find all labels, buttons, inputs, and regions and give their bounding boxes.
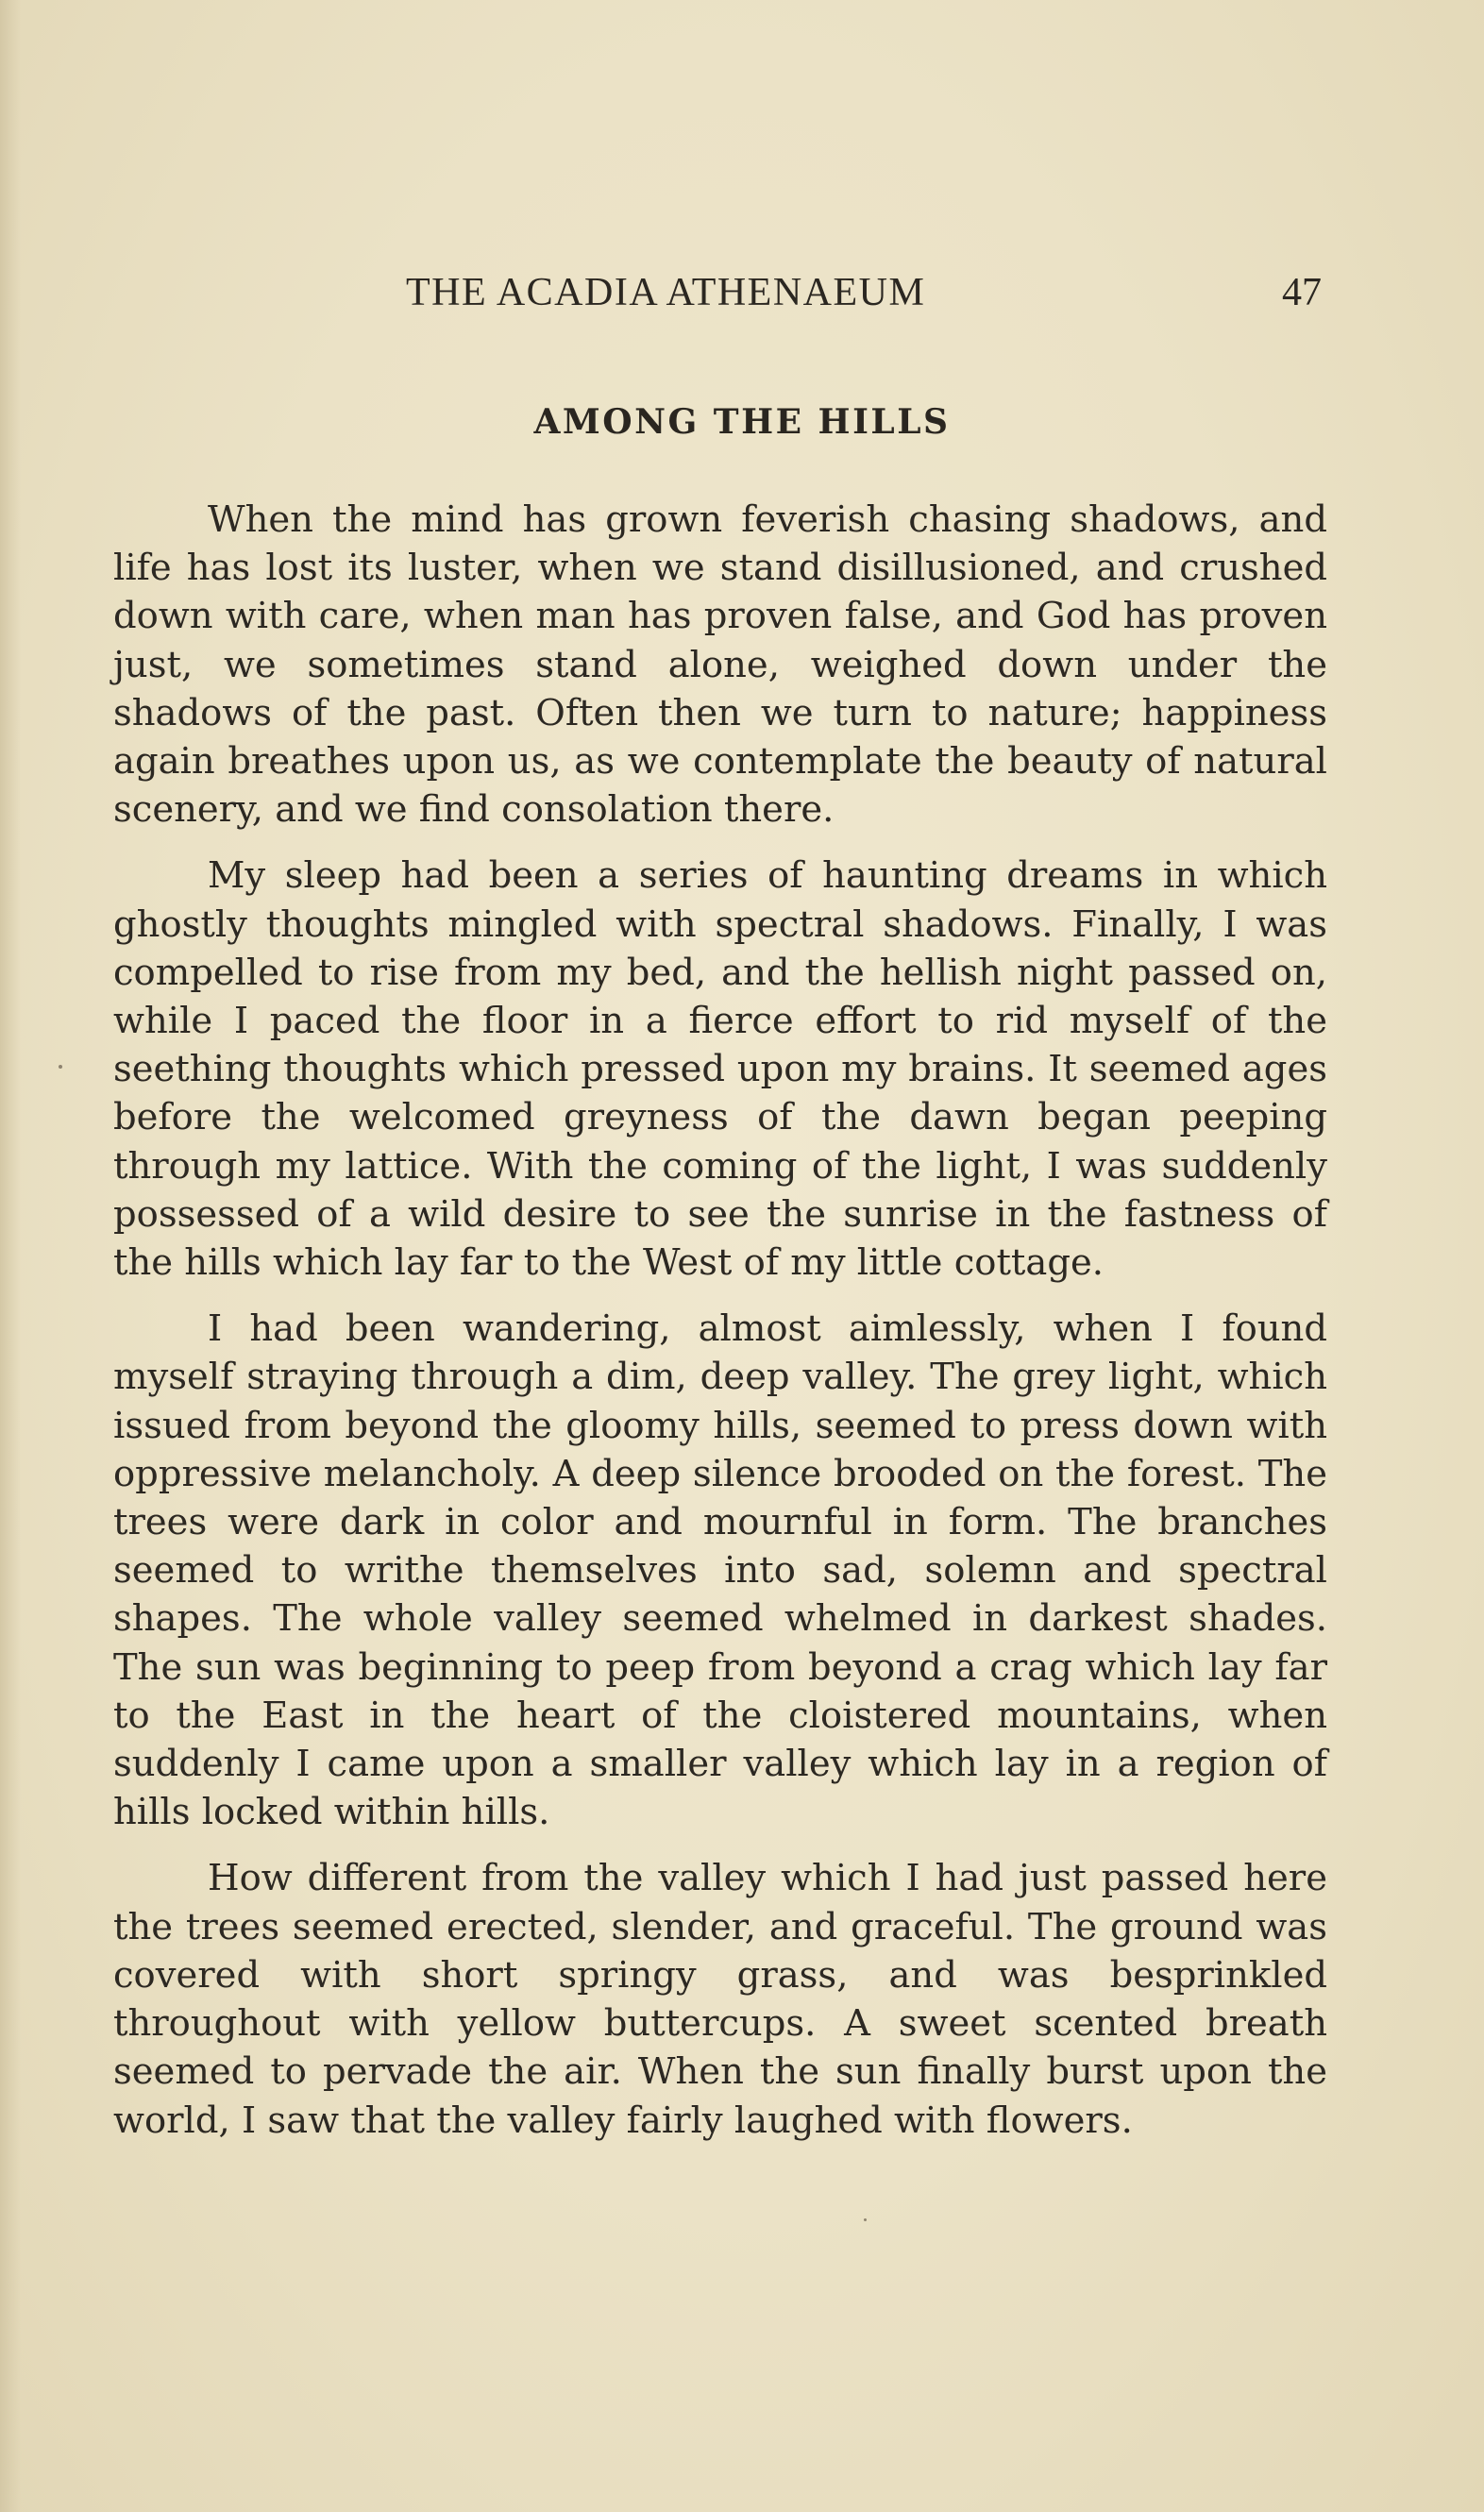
article-title: AMONG THE HILLS (533, 402, 951, 442)
paragraph-4: How different from the valley which I had just passed here the trees seemed erected, slender, and graceful. The ground was covered with short springy grass, and was besprinkled throughout with yellow buttercups. A sweet scented breath seemed to pervade the air. When the sun finally burst upon the world, I saw that the valley fairly laughed with flowers. (113, 1857, 1327, 2142)
article-body (113, 496, 1327, 2163)
page-number: 47 (1282, 271, 1322, 314)
running-head (406, 270, 1322, 327)
paragraph-2: My sleep had been a series of haunting dreams in which ghostly thoughts mingled with spectral shadows. Finally, I was compelled to rise from my bed, and the hellish night passed on, while I paced the floor in a fierce effort to rid myself of the seething thoughts which pressed upon my brains. It seemed ages before the welcomed greyness of the dawn began peeping through my lattice. With the coming of the light, I was suddenly possessed of a wild desire to see the sunrise in the fastness of the hills which lay far to the West of my little cottage. (113, 854, 1327, 1285)
paragraph-1: When the mind has grown feverish chasing shadows, and life has lost its luster, when we stand disillusioned, and crushed down with care, when man has proven false, and God has proven just, we sometimes stand alone, weighed down under the shadows of the past. Often then we turn to nature; happiness again breathes upon us, as we contemplate the beauty of natural scenery, and we find consolation there. (113, 498, 1327, 832)
page-edge-shadow (0, 0, 21, 2512)
scan-speck (864, 2218, 867, 2221)
scan-speck (59, 1065, 62, 1069)
journal-title: THE ACADIA ATHENAEUM (406, 271, 926, 314)
paragraph-3: I had been wandering, almost aimlessly, when I found myself straying through a dim, deep valley. The grey light, which issued from beyond the gloomy hills, seemed to press down with oppressive melancholy. A deep silence brooded on the forest. The trees were dark in color and mournful in form. The branches seemed to writhe themselves into sad, solemn and spectral shapes. The whole valley seemed whelmed in darkest shades. The sun was beginning to peep from beyond a crag which lay far to the East in the heart of the cloistered mountains, when suddenly I came upon a smaller valley which lay in a region of hills locked within hills. (113, 1307, 1327, 1834)
